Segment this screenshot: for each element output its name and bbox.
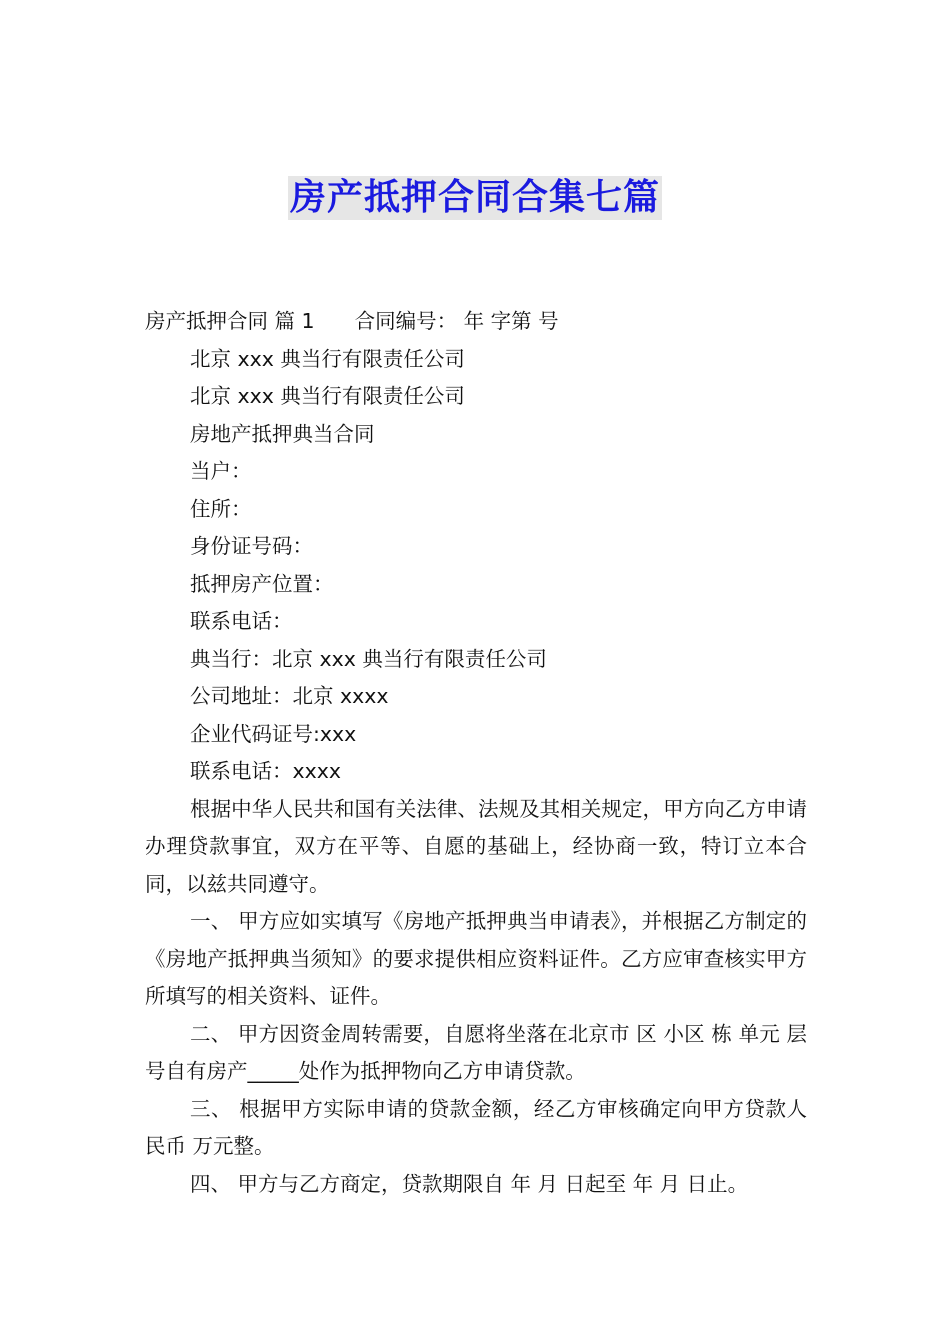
body-line: 典当行：北京 xxx 典当行有限责任公司 — [190, 646, 547, 671]
body-line: 住所： — [190, 496, 252, 521]
body-paragraph: 四、 甲方与乙方商定，贷款期限自 年 月 日起至 年 月 日止。 — [190, 1171, 749, 1196]
contract-heading-label: 房产抵押合同 篇 1 — [145, 309, 315, 333]
body-paragraph: 根据中华人民共和国有关法律、法规及其相关规定，甲方向乙方申请办理贷款事宜，双方在平等、自愿的基础上，经协商一致，特订立本合同，以兹共同遵守。 — [145, 796, 807, 896]
contract-heading — [145, 303, 807, 341]
body-line: 身份证号码： — [190, 534, 313, 558]
body-line: 房地产抵押典当合同 — [190, 421, 375, 446]
title-wrapper — [0, 176, 950, 220]
body-line: 联系电话： — [190, 609, 293, 633]
body-line: 北京 xxx 典当行有限责任公司 — [190, 384, 465, 408]
body-line: 抵押房产位置： — [190, 571, 334, 596]
body-paragraph: 一、 甲方应如实填写《房地产抵押典当申请表》，并根据乙方制定的《房地产抵押典当须知》的要求提供相应资料证件。乙方应审查核实甲方所填写的相关资料、证件。 — [145, 909, 807, 1008]
body-line: 当户： — [190, 459, 252, 483]
contract-number-label: 合同编号： 年 字第 号 — [354, 309, 559, 333]
body-paragraph: 三、 根据甲方实际申请的贷款金额，经乙方审核确定向甲方贷款人民币 万元整。 — [145, 1096, 807, 1158]
body-line: 北京 xxx 典当行有限责任公司 — [190, 346, 465, 371]
body-line: 联系电话：xxxx — [190, 759, 342, 783]
document-body — [145, 303, 807, 1203]
body-line: 企业代码证号:xxx — [190, 721, 357, 746]
body-paragraph: 二、 甲方因资金周转需要，自愿将坐落在北京市 区 小区 栋 单元 层 号自有房产_____处作为抵押物向乙方申请贷款。 — [145, 1021, 807, 1083]
body-line: 公司地址：北京 xxxx — [190, 684, 389, 708]
document-title: 房产抵押合同合集七篇 — [289, 177, 660, 218]
